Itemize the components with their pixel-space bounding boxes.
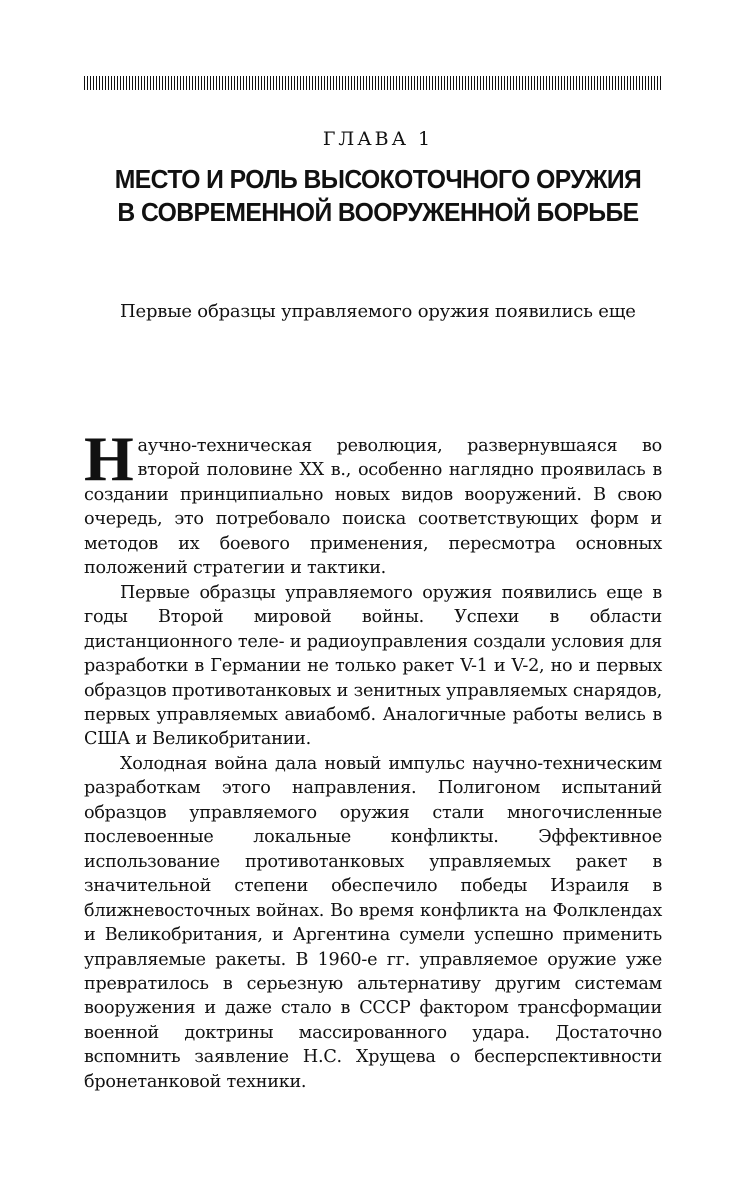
chapter-label: ГЛАВА 1 <box>322 128 434 150</box>
body-paragraph-1-text: аучно-техническая революция, развернувшаяся во второй половине XX в., особенно наглядно проявилась в создании принципиально новых видов вооружений. В свою очередь, это потребовало поиска соответствующих форм и методов их боевого применения, пересмотра основных положений стратегии и тактики. <box>84 436 662 579</box>
epigraph: Первые образцы управляемого оружия появились еще <box>120 301 636 322</box>
body-paragraph-1 <box>84 423 662 581</box>
drop-cap: Н <box>84 423 134 494</box>
chapter-title-line-2: В СОВРЕМЕННОЙ ВООРУЖЕННОЙ БОРЬБЕ <box>117 197 639 227</box>
chapter-body <box>84 423 662 1094</box>
chapter-title <box>76 163 680 229</box>
chapter-title-line-1: МЕСТО И РОЛЬ ВЫСОКОТОЧНОГО ОРУЖИЯ <box>114 164 642 194</box>
decorative-header-rule <box>84 76 662 90</box>
body-paragraph-2: Первые образцы управляемого оружия появились еще в годы Второй мировой войны. Успехи в области дистанционного теле- и радиоуправления создали условия для разработки в Германии не только ракет V-1 и V-2, но и первых образцов противотанковых и зенитных управляемых снарядов, первых управляемых авиабомб. Аналогичные работы велись в США и Великобритании. <box>84 582 662 750</box>
body-paragraph-3: Холодная война дала новый импульс научно-техническим разработкам этого направления. Полигоном испытаний образцов управляемого оружия стали многочисленные послевоенные локальные конфликты. Эффективное использование противотанковых управляемых ракет в значительной степени обеспечило победы Израиля в ближневосточных войнах. Во время конфликта на Фолклендах и Великобритания, и Аргентина сумели успешно применить управляемые ракеты. В 1960-е гг. управляемое оружие уже превратилось в серьезную альтернативу другим системам вооружения и даже стало в СССР фактором трансформации военной доктрины массированного удара. Достаточно вспомнить заявление Н.С. Хрущева о бесперспективности бронетанковой техники. <box>84 753 662 1092</box>
